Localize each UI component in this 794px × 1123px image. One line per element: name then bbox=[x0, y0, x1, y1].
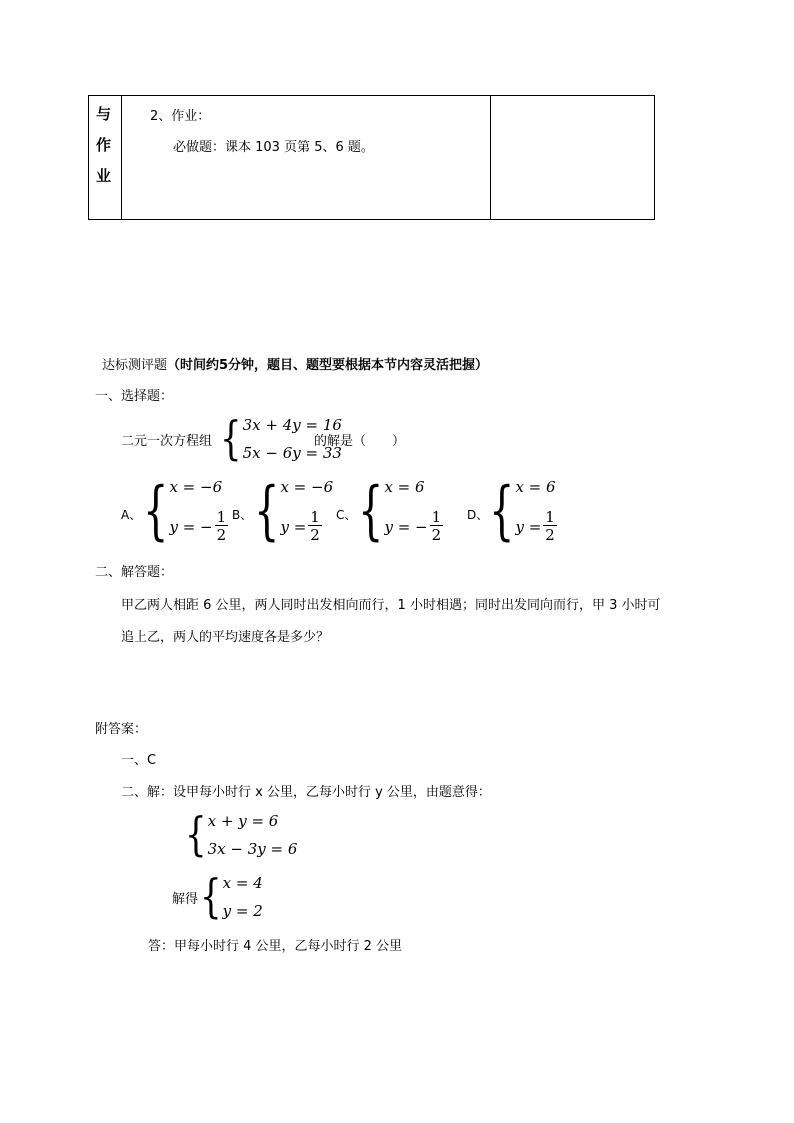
option-c-label: C、 bbox=[336, 508, 357, 522]
option-a-num: 1 bbox=[216, 508, 227, 526]
answer-eq1: x + y = 6 bbox=[207, 812, 279, 830]
homework-required: 必做题：课本 103 页第 5、6 题。 bbox=[173, 140, 374, 155]
quiz-title-normal: 达标测评题 bbox=[102, 358, 168, 373]
answers-title: 附答案： bbox=[95, 722, 148, 737]
option-d-num: 1 bbox=[545, 508, 555, 526]
option-d-y: y = bbox=[515, 517, 542, 536]
q1-eq2: 5x − 6y = 33 bbox=[242, 444, 342, 462]
left-char-2: 作 bbox=[96, 136, 112, 154]
answer-1: 一、C bbox=[121, 753, 157, 768]
option-c-brace: { bbox=[358, 474, 384, 548]
option-d bbox=[489, 474, 557, 548]
homework-table bbox=[88, 95, 655, 220]
table-divider bbox=[490, 96, 491, 219]
left-char-3: 业 bbox=[96, 167, 112, 185]
option-a-den: 2 bbox=[216, 526, 227, 544]
option-c-x: x = 6 bbox=[384, 478, 425, 496]
final-answer: 答：甲每小时行 4 公里，乙每小时行 2 公里 bbox=[148, 939, 403, 954]
option-c bbox=[358, 474, 443, 548]
q1-eq1: 3x + 4y = 16 bbox=[242, 416, 342, 434]
option-b-y: y = bbox=[280, 517, 307, 536]
option-b bbox=[254, 474, 334, 548]
answer-system bbox=[185, 808, 298, 862]
option-b-x: x = −6 bbox=[280, 478, 334, 496]
q1-suffix: 的解是（ ） bbox=[314, 434, 406, 449]
answer-2: 二、解：设甲每小时行 x 公里，乙每小时行 y 公里，由题意得： bbox=[121, 785, 491, 800]
option-b-num: 1 bbox=[310, 508, 320, 526]
answer-system-brace: { bbox=[185, 808, 207, 862]
quiz-title bbox=[102, 354, 488, 373]
solve-label: 解得 bbox=[172, 892, 199, 907]
section-answer: 二、解答题： bbox=[95, 565, 174, 580]
option-a-brace: { bbox=[143, 474, 169, 548]
option-b-brace: { bbox=[254, 474, 280, 548]
option-d-label: D、 bbox=[467, 508, 489, 522]
option-d-den: 2 bbox=[545, 526, 555, 544]
option-d-x: x = 6 bbox=[515, 478, 556, 496]
homework-item: 2、作业： bbox=[150, 109, 211, 124]
option-a-y: y = − bbox=[169, 517, 213, 536]
option-c-num: 1 bbox=[431, 508, 442, 526]
answer-eq2: 3x − 3y = 6 bbox=[207, 840, 298, 858]
left-char-1: 与 bbox=[96, 105, 112, 123]
option-b-label: B、 bbox=[232, 508, 253, 522]
option-a-x: x = −6 bbox=[169, 478, 223, 496]
option-d-brace: { bbox=[489, 474, 515, 548]
q1-brace: { bbox=[220, 412, 242, 466]
option-c-den: 2 bbox=[431, 526, 442, 544]
solution-eq2: y = 2 bbox=[222, 902, 263, 920]
q1-prefix: 二元一次方程组 bbox=[121, 434, 213, 449]
q2-line1: 甲乙两人相距 6 公里，两人同时出发相向而行，1 小时相遇；同时出发同向而行，甲 3 小时可 bbox=[121, 598, 661, 613]
q2-line2: 追上乙，两人的平均速度各是多少？ bbox=[121, 630, 330, 645]
solution-system bbox=[200, 870, 263, 924]
option-c-y: y = − bbox=[384, 517, 428, 536]
option-a bbox=[143, 474, 228, 548]
quiz-title-bold: （时间约5分钟，题目、题型要根据本节内容灵活把握） bbox=[167, 358, 489, 373]
solution-eq1: x = 4 bbox=[222, 874, 263, 892]
option-b-den: 2 bbox=[310, 526, 320, 544]
option-a-label: A、 bbox=[121, 508, 142, 522]
solution-brace: { bbox=[200, 870, 222, 924]
section-choice: 一、选择题： bbox=[95, 389, 174, 404]
table-left-cell bbox=[89, 96, 122, 219]
